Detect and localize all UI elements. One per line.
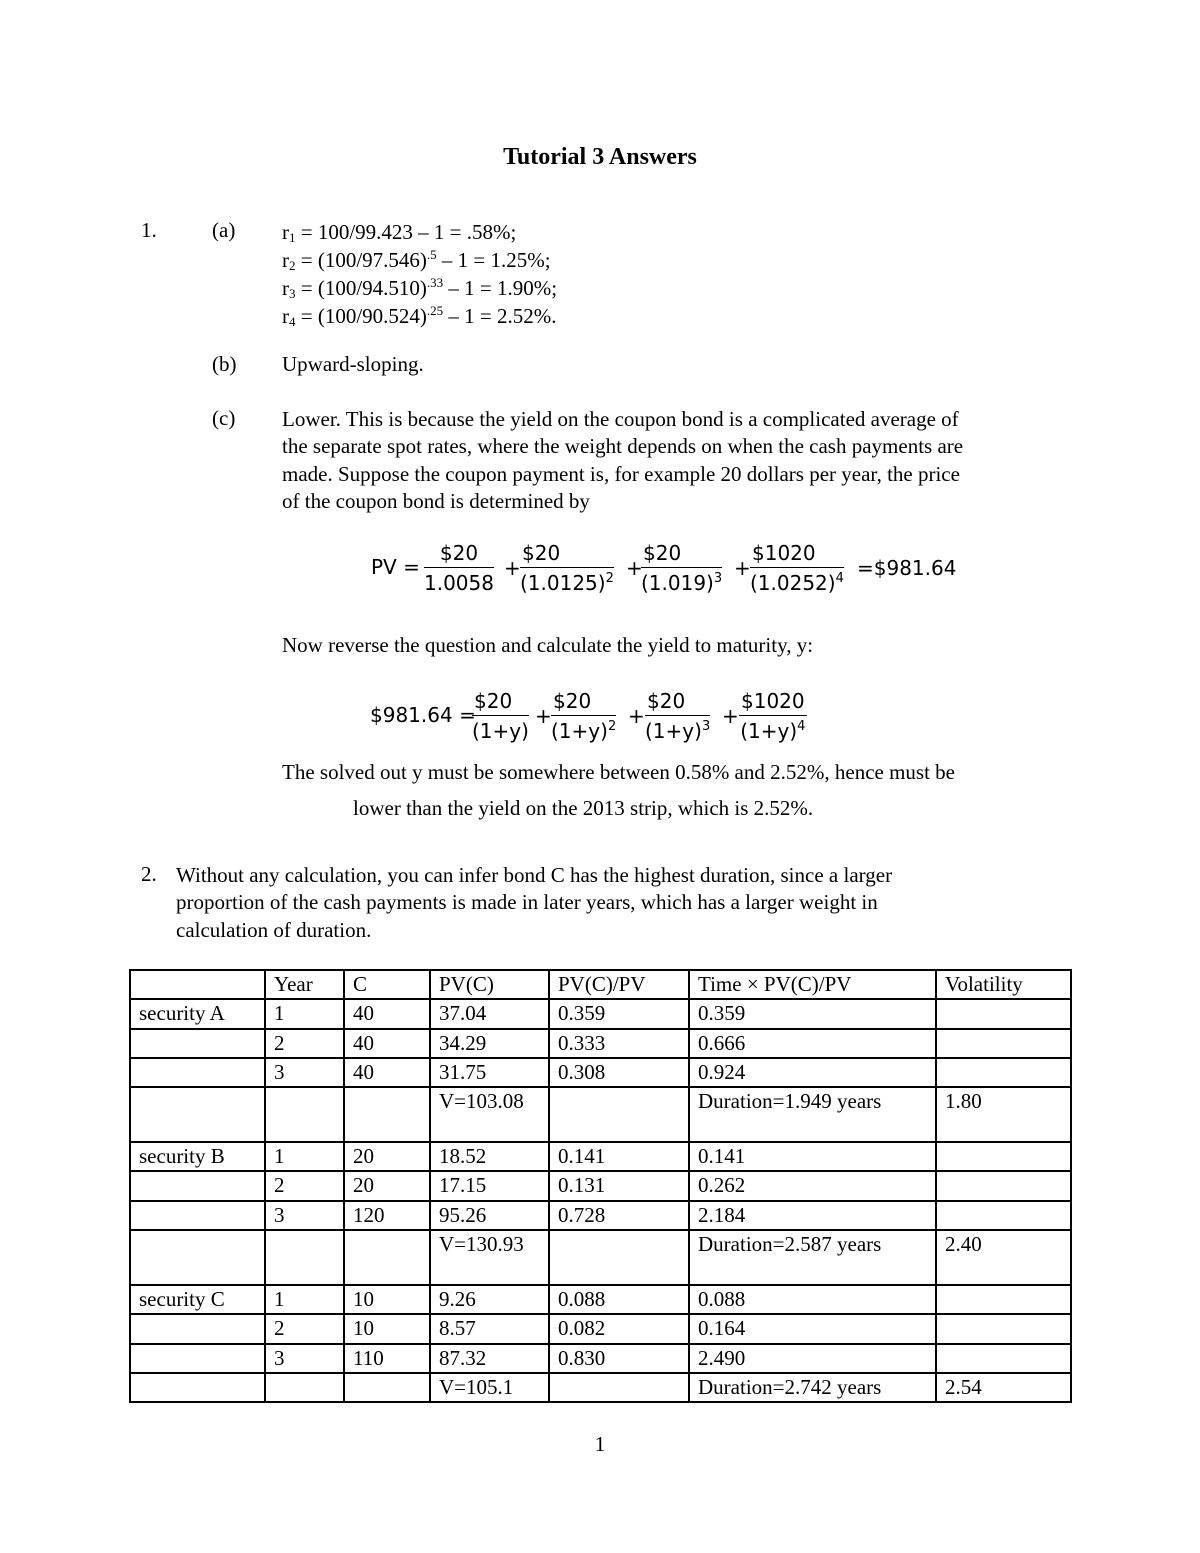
spot-rate-line: $r_1 = 100/99.423 - 1 = .58\%$; (282, 220, 517, 245)
table-row (130, 1230, 1071, 1285)
table-cell: 40 (344, 1058, 430, 1087)
table-row (130, 999, 1071, 1028)
q1-c-line: the separate spot rates, where the weight depends on when the cash payments are (282, 434, 964, 459)
table-row (130, 1285, 1071, 1314)
table-cell (265, 1373, 344, 1402)
table-cell: 1 (265, 1142, 344, 1171)
eq1-term-2 (520, 540, 614, 598)
eq1-result: =$981.64 (857, 556, 957, 580)
eq2-plus: + (628, 704, 645, 728)
table-cell: 1 (265, 1285, 344, 1314)
reverse-question-text: Now reverse the question and calculate the yield to maturity, y: (282, 633, 814, 657)
eq1-denominator: $(1.019)^3$ (641, 571, 723, 595)
table-cell (549, 1373, 689, 1402)
table-cell (936, 1201, 1071, 1230)
table-cell (936, 1058, 1071, 1087)
eq2-plus: + (722, 704, 739, 728)
q1-b-label: (b) (212, 352, 237, 376)
table-header-cell: PV(C) (430, 970, 549, 999)
table-cell (130, 1058, 265, 1087)
table-cell (936, 1285, 1071, 1314)
conclusion-line-1: The solved out y must be somewhere between 0.58% and 2.52%, hence must be (282, 760, 955, 784)
table-cell: 95.26 (430, 1201, 549, 1230)
eq1-numerator: $20 (424, 540, 494, 568)
table-cell: 0.082 (549, 1314, 689, 1343)
eq2-numerator: $20 (472, 688, 529, 716)
table-cell: 0.088 (689, 1285, 936, 1314)
table-cell (344, 1230, 430, 1285)
eq2-term-3 (645, 688, 710, 746)
table-header-cell: Volatility (936, 970, 1071, 999)
table-cell: 40 (344, 1029, 430, 1058)
table-cell (130, 1201, 265, 1230)
q2-line: calculation of duration. (176, 917, 372, 942)
table-cell: V=130.93 (430, 1230, 549, 1285)
table-cell: Duration=1.949 years (689, 1087, 936, 1142)
eq2-lhs: $981.64 = (370, 703, 476, 727)
q1-a-equations (282, 218, 557, 330)
q2-line: Without any calculation, you can infer bond C has the highest duration, since a larger (176, 863, 893, 887)
table-row (130, 1171, 1071, 1200)
eq2-term-4 (739, 688, 807, 746)
table-header-cell (130, 970, 265, 999)
page-number: 1 (594, 1432, 606, 1456)
table-cell: 0.830 (549, 1344, 689, 1373)
eq2-term-1 (472, 688, 529, 746)
eq2-denominator: (1+y) (472, 719, 529, 743)
eq1-plus: + (504, 556, 521, 580)
table-cell: 8.57 (430, 1314, 549, 1343)
table-cell (130, 1230, 265, 1285)
table-cell (265, 1230, 344, 1285)
eq1-denominator: $(1.0125)^2$ (520, 571, 614, 595)
table-cell: 1 (265, 999, 344, 1028)
eq2-numerator: $20 (645, 688, 710, 716)
eq1-term-3 (641, 540, 722, 598)
table-row (130, 1201, 1071, 1230)
q1-c-label: (c) (212, 406, 236, 430)
table-cell (130, 1314, 265, 1343)
q1-b-answer: Upward-sloping. (282, 352, 424, 376)
table-cell: 0.666 (689, 1029, 936, 1058)
duration-table (129, 969, 1072, 1403)
eq2-numerator: $20 (551, 688, 616, 716)
eq2-term-2 (551, 688, 616, 746)
table-cell: 2.40 (936, 1230, 1071, 1285)
table-cell: 0.262 (689, 1171, 936, 1200)
table-cell: Duration=2.742 years (689, 1373, 936, 1402)
eq1-plus: + (734, 556, 751, 580)
table-cell: 20 (344, 1171, 430, 1200)
q2-paragraph (176, 862, 892, 944)
table-cell: 110 (344, 1344, 430, 1373)
table-cell: 2.54 (936, 1373, 1071, 1402)
table-cell (130, 1087, 265, 1142)
table-cell: security C (130, 1285, 265, 1314)
eq1-term-1 (424, 540, 494, 598)
table-cell (936, 1344, 1071, 1373)
eq2-denominator: $(1+y)^4$ (740, 719, 806, 743)
table-cell: security A (130, 999, 265, 1028)
table-cell (936, 999, 1071, 1028)
table-cell: 31.75 (430, 1058, 549, 1087)
table-cell (130, 1171, 265, 1200)
table-cell: 0.333 (549, 1029, 689, 1058)
table-cell: Duration=2.587 years (689, 1230, 936, 1285)
table-header-row (130, 970, 1071, 999)
eq1-numerator: $1020 (750, 540, 844, 568)
q2-number: 2. (141, 862, 157, 886)
table-cell: 9.26 (430, 1285, 549, 1314)
table-cell (936, 1029, 1071, 1058)
table-cell: 3 (265, 1058, 344, 1087)
table-cell (344, 1087, 430, 1142)
table-cell (936, 1314, 1071, 1343)
eq2-denominator: $(1+y)^2$ (551, 719, 617, 743)
table-cell: 0.088 (549, 1285, 689, 1314)
table-cell: 37.04 (430, 999, 549, 1028)
table-cell: 2 (265, 1029, 344, 1058)
table-cell: 3 (265, 1201, 344, 1230)
eq2-denominator: $(1+y)^3$ (645, 719, 711, 743)
spot-rate-line: $r_3 = (100/94.510)^{.33} - 1 = 1.90\%$; (282, 275, 558, 301)
table-cell (130, 1373, 265, 1402)
table-cell: 87.32 (430, 1344, 549, 1373)
table-cell: 2.184 (689, 1201, 936, 1230)
table-cell: 120 (344, 1201, 430, 1230)
table-cell (549, 1087, 689, 1142)
table-cell: 0.141 (549, 1142, 689, 1171)
q1-c-paragraph (282, 406, 963, 515)
table-row (130, 1314, 1071, 1343)
table-row (130, 1029, 1071, 1058)
table-cell (936, 1171, 1071, 1200)
spot-rate-line: $r_4 = (100/90.524)^{.25} - 1 = 2.52\%$. (282, 303, 557, 329)
table-row (130, 1373, 1071, 1402)
table-cell: V=103.08 (430, 1087, 549, 1142)
table-cell: 17.15 (430, 1171, 549, 1200)
table-cell (549, 1230, 689, 1285)
table-cell (344, 1373, 430, 1402)
q1-number: 1. (141, 218, 157, 242)
table-cell: 2 (265, 1314, 344, 1343)
table-cell: 2 (265, 1171, 344, 1200)
table-cell (130, 1029, 265, 1058)
eq1-denominator: $(1.0252)^4$ (750, 571, 844, 595)
table-cell: security B (130, 1142, 265, 1171)
table-cell: 0.131 (549, 1171, 689, 1200)
q1-c-line: of the coupon bond is determined by (282, 488, 590, 513)
table-cell: 0.924 (689, 1058, 936, 1087)
table-cell: 10 (344, 1314, 430, 1343)
spot-rate-line: $r_2 = (100/97.546)^{.5} - 1 = 1.25\%$; (282, 247, 551, 273)
eq1-numerator: $20 (641, 540, 722, 568)
eq1-plus: + (626, 556, 643, 580)
table-cell: V=105.1 (430, 1373, 549, 1402)
table-cell: 0.141 (689, 1142, 936, 1171)
table-cell (130, 1344, 265, 1373)
table-cell: 3 (265, 1344, 344, 1373)
eq1-term-4 (750, 540, 844, 598)
table-row (130, 1058, 1071, 1087)
table-row (130, 1142, 1071, 1171)
table-cell: 2.490 (689, 1344, 936, 1373)
table-cell: 0.359 (689, 999, 936, 1028)
table-header-cell: C (344, 970, 430, 999)
q1-c-line: made. Suppose the coupon payment is, for example 20 dollars per year, the price (282, 461, 960, 486)
q2-line: proportion of the cash payments is made in later years, which has a larger weight in (176, 890, 878, 915)
table-row (130, 1087, 1071, 1142)
table-row (130, 1344, 1071, 1373)
eq2-plus: + (535, 704, 552, 728)
table-cell: 0.308 (549, 1058, 689, 1087)
table-cell: 34.29 (430, 1029, 549, 1058)
eq2-numerator: $1020 (739, 688, 807, 716)
page-title: Tutorial 3 Answers (503, 144, 697, 170)
table-cell: 0.359 (549, 999, 689, 1028)
table-cell: 20 (344, 1142, 430, 1171)
table-cell: 18.52 (430, 1142, 549, 1171)
table-cell: 40 (344, 999, 430, 1028)
table-header-cell: PV(C)/PV (549, 970, 689, 999)
q1-c-line: Lower. This is because the yield on the coupon bond is a complicated average of (282, 407, 959, 431)
eq1-lhs: PV = (371, 555, 420, 579)
conclusion-line-2: lower than the yield on the 2013 strip, which is 2.52%. (353, 796, 814, 820)
table-cell: 0.728 (549, 1201, 689, 1230)
table-header-cell: Year (265, 970, 344, 999)
eq1-denominator: 1.0058 (424, 571, 494, 595)
table-cell (936, 1142, 1071, 1171)
eq1-numerator: $20 (520, 540, 614, 568)
table-header-cell: Time × PV(C)/PV (689, 970, 936, 999)
table-cell: 1.80 (936, 1087, 1071, 1142)
table-cell: 10 (344, 1285, 430, 1314)
q1-a-label: (a) (212, 218, 236, 242)
table-cell: 0.164 (689, 1314, 936, 1343)
table-cell (265, 1087, 344, 1142)
